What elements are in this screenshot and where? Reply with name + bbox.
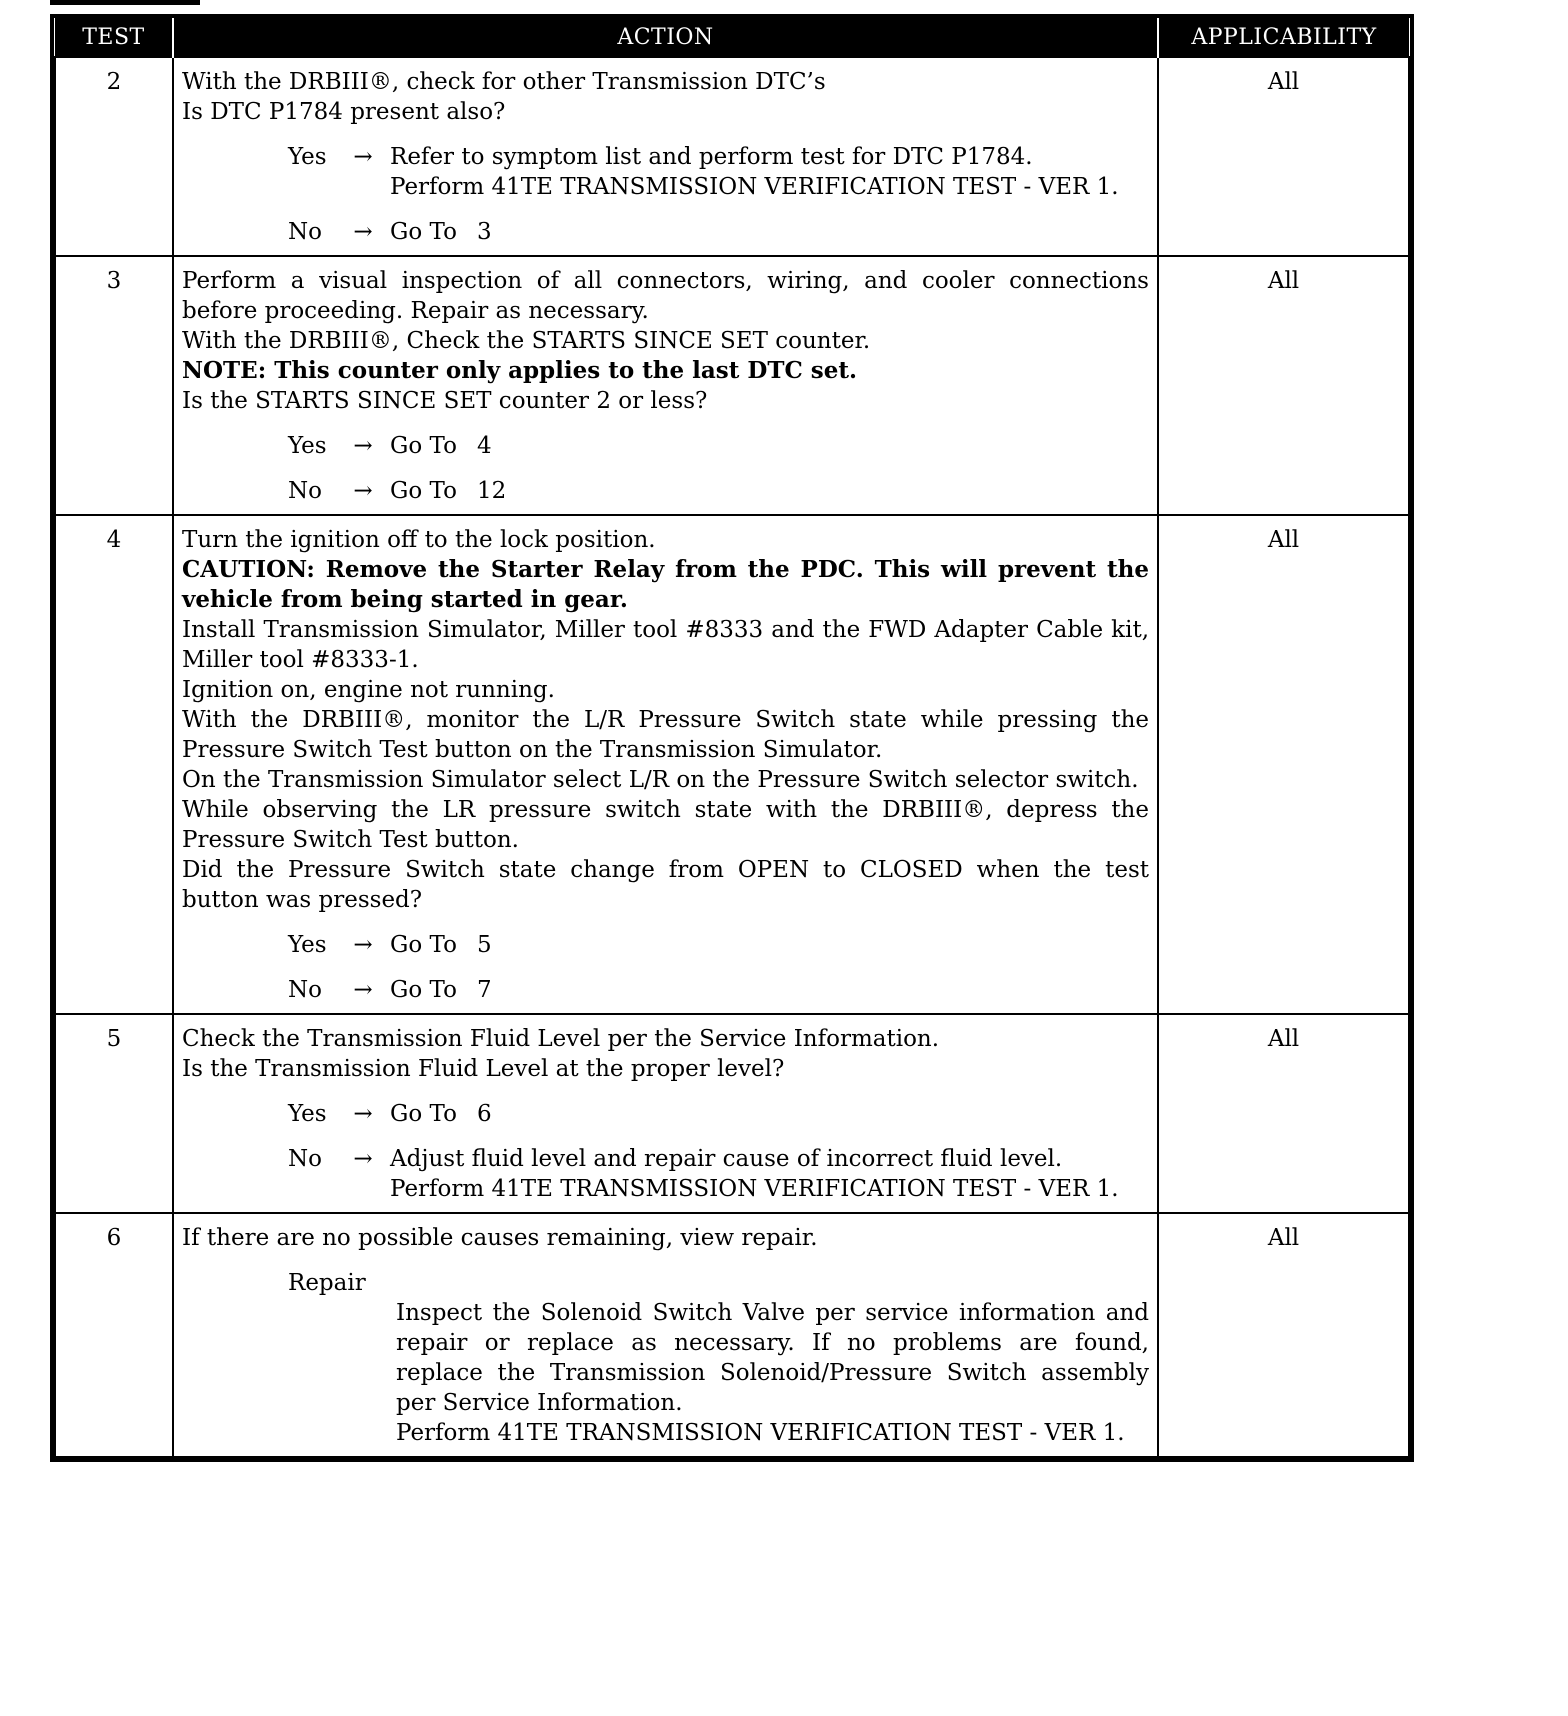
action-text: On the Transmission Simulator select L/R on the Pressure Switch selector switch. bbox=[182, 767, 1139, 793]
action-text: Check the Transmission Fluid Level per the Service Information. bbox=[182, 1026, 940, 1052]
repair-label: Repair bbox=[288, 1270, 366, 1296]
no-label: No bbox=[288, 1146, 322, 1172]
no-branch bbox=[288, 476, 1149, 506]
action-text: While observing the LR pressure switch state with the DRBIII®, depress the Pressure Switch Test button. bbox=[182, 797, 1149, 853]
yes-branch bbox=[288, 431, 1149, 461]
action-question: Is the Transmission Fluid Level at the proper level? bbox=[182, 1056, 785, 1082]
verification-test-text: Perform 41TE TRANSMISSION VERIFICATION TEST - VER 1. bbox=[396, 1420, 1125, 1446]
caution-text: CAUTION: Remove the Starter Relay from the PDC. This will prevent the vehicle from being started in gear. bbox=[182, 556, 1149, 613]
go-to-step-link[interactable]: 6 bbox=[476, 1101, 492, 1127]
no-result-text: Adjust fluid level and repair cause of incorrect fluid level. bbox=[390, 1146, 1063, 1172]
test-number: 5 bbox=[55, 1014, 173, 1213]
applicability-value: All bbox=[1158, 1213, 1409, 1457]
go-to-label: Go To bbox=[390, 932, 457, 958]
action-question: Did the Pressure Switch state change from OPEN to CLOSED when the test button was pressed? bbox=[182, 857, 1149, 913]
column-header-test: TEST bbox=[55, 18, 173, 57]
yes-branch bbox=[288, 142, 1149, 202]
go-to-label: Go To bbox=[390, 1101, 457, 1127]
test-number: 6 bbox=[55, 1213, 173, 1457]
applicability-value: All bbox=[1158, 57, 1409, 256]
yes-branch bbox=[288, 1099, 1149, 1129]
action-text: With the DRBIII®, monitor the L/R Pressure Switch state while pressing the Pressure Switch Test button on the Transmission Simulator. bbox=[182, 707, 1149, 763]
right-arrow-icon: → bbox=[353, 478, 373, 504]
action-text: With the DRBIII®, check for other Transmission DTC’s bbox=[182, 69, 826, 95]
action-text: With the DRBIII®, Check the STARTS SINCE SET counter. bbox=[182, 328, 871, 354]
go-to-step-link[interactable]: 5 bbox=[476, 932, 492, 958]
table-row bbox=[55, 1014, 1409, 1213]
action-text: Ignition on, engine not running. bbox=[182, 677, 555, 703]
action-cell bbox=[173, 515, 1158, 1014]
action-text: Perform a visual inspection of all connectors, wiring, and cooler connections before proceeding. Repair as necessary. bbox=[182, 268, 1149, 324]
no-branch bbox=[288, 217, 1149, 247]
yes-label: Yes bbox=[288, 433, 327, 459]
action-cell bbox=[173, 1213, 1158, 1457]
action-cell bbox=[173, 1014, 1158, 1213]
column-header-applicability: APPLICABILITY bbox=[1158, 18, 1409, 57]
yes-label: Yes bbox=[288, 1101, 327, 1127]
applicability-value: All bbox=[1158, 515, 1409, 1014]
repair-instructions bbox=[396, 1298, 1149, 1448]
no-label: No bbox=[288, 219, 322, 245]
test-number: 4 bbox=[55, 515, 173, 1014]
yes-result-text: Refer to symptom list and perform test for DTC P1784. bbox=[390, 144, 1033, 170]
go-to-step-link[interactable]: 3 bbox=[476, 219, 492, 245]
no-branch bbox=[288, 1144, 1149, 1204]
diagnostic-test-table bbox=[54, 18, 1410, 1458]
header-rule-fragment bbox=[50, 0, 200, 5]
action-cell bbox=[173, 57, 1158, 256]
go-to-step-link[interactable]: 7 bbox=[476, 977, 492, 1003]
right-arrow-icon: → bbox=[353, 932, 373, 958]
action-question: Is DTC P1784 present also? bbox=[182, 99, 506, 125]
verification-test-text: Perform 41TE TRANSMISSION VERIFICATION TEST - VER 1. bbox=[390, 174, 1119, 200]
test-number: 3 bbox=[55, 256, 173, 515]
table-row bbox=[55, 256, 1409, 515]
table-header bbox=[55, 18, 1409, 57]
action-text: Turn the ignition off to the lock position. bbox=[182, 527, 656, 553]
no-label: No bbox=[288, 478, 322, 504]
right-arrow-icon: → bbox=[353, 144, 373, 170]
go-to-step-link[interactable]: 12 bbox=[476, 478, 507, 504]
right-arrow-icon: → bbox=[353, 977, 373, 1003]
yes-label: Yes bbox=[288, 932, 327, 958]
table-row bbox=[55, 515, 1409, 1014]
go-to-label: Go To bbox=[390, 433, 457, 459]
right-arrow-icon: → bbox=[353, 219, 373, 245]
no-label: No bbox=[288, 977, 322, 1003]
right-arrow-icon: → bbox=[353, 433, 373, 459]
applicability-value: All bbox=[1158, 1014, 1409, 1213]
repair-text: Inspect the Solenoid Switch Valve per service information and repair or replace as necessary. If no problems are found, replace the Transmission Solenoid/Pressure Switch assembly per Service Information. bbox=[396, 1300, 1149, 1416]
no-branch bbox=[288, 975, 1149, 1005]
action-question: Is the STARTS SINCE SET counter 2 or less? bbox=[182, 388, 708, 414]
action-text: Install Transmission Simulator, Miller tool #8333 and the FWD Adapter Cable kit, Miller tool #8333-1. bbox=[182, 617, 1149, 673]
test-number: 2 bbox=[55, 57, 173, 256]
column-header-action: ACTION bbox=[173, 18, 1158, 57]
yes-label: Yes bbox=[288, 144, 327, 170]
go-to-label: Go To bbox=[390, 219, 457, 245]
verification-test-text: Perform 41TE TRANSMISSION VERIFICATION TEST - VER 1. bbox=[390, 1176, 1119, 1202]
go-to-label: Go To bbox=[390, 478, 457, 504]
go-to-label: Go To bbox=[390, 977, 457, 1003]
diagnostic-test-table-frame bbox=[50, 14, 1414, 1462]
action-cell bbox=[173, 256, 1158, 515]
note-text: NOTE: This counter only applies to the last DTC set. bbox=[182, 357, 857, 384]
go-to-step-link[interactable]: 4 bbox=[476, 433, 492, 459]
right-arrow-icon: → bbox=[353, 1101, 373, 1127]
table-row bbox=[55, 57, 1409, 256]
action-text: If there are no possible causes remaining, view repair. bbox=[182, 1225, 818, 1251]
table-row bbox=[55, 1213, 1409, 1457]
applicability-value: All bbox=[1158, 256, 1409, 515]
yes-branch bbox=[288, 930, 1149, 960]
right-arrow-icon: → bbox=[353, 1146, 373, 1172]
